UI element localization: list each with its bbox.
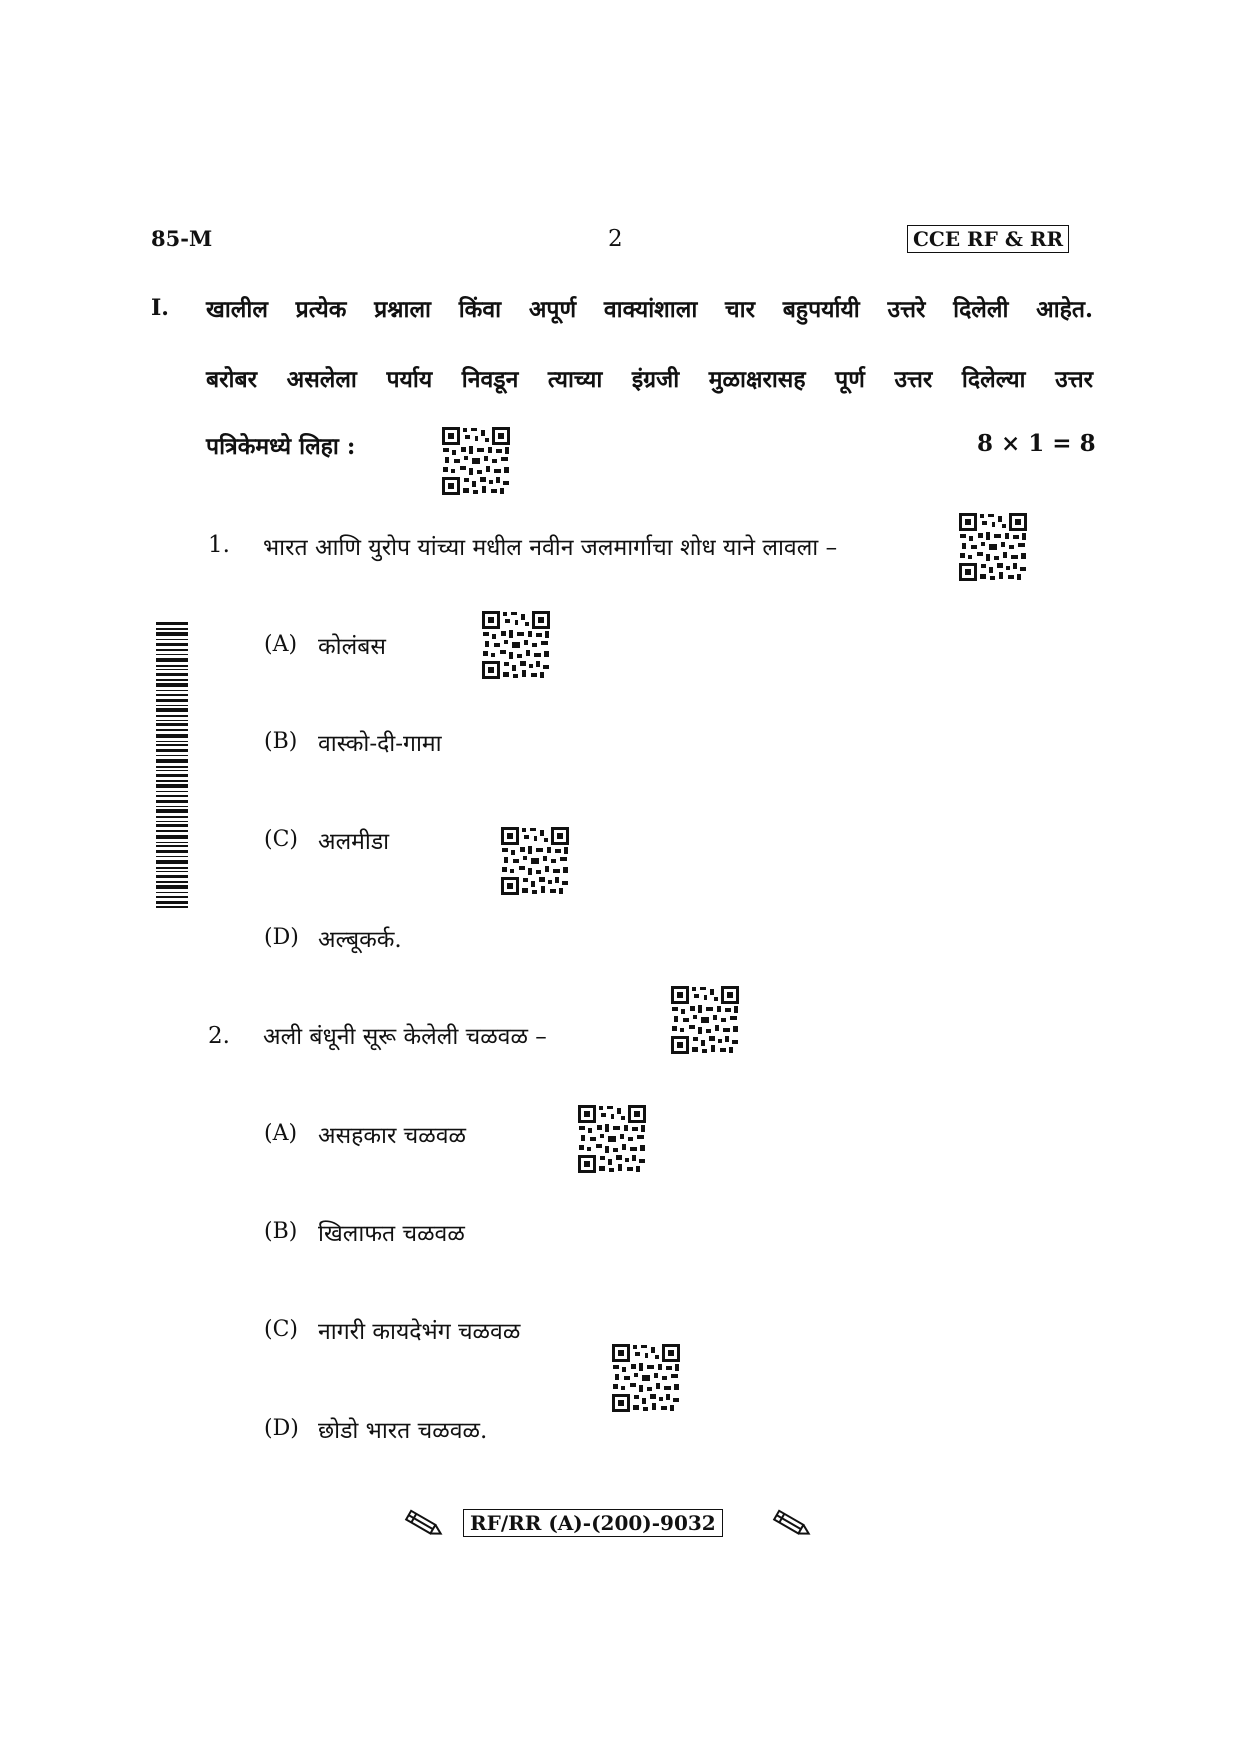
marks-scheme: 8 × 1 = 8 [977, 430, 1096, 457]
option-text: नागरी कायदेभंग चळवळ [318, 1319, 521, 1345]
option-label: (A) [264, 632, 298, 657]
footer-code-box: RF/RR (A)-(200)-9032 [463, 1509, 723, 1537]
qr-code-icon [500, 826, 570, 896]
barcode-icon [156, 622, 188, 908]
option-label: (B) [264, 1219, 298, 1244]
exam-code-box: CCE RF & RR [907, 225, 1069, 253]
pencil-icon [766, 1508, 814, 1540]
option-text: अलमीडा [318, 829, 390, 855]
question-number: 1. [208, 532, 230, 558]
qr-code-icon [670, 985, 740, 1055]
qr-code-icon [441, 426, 511, 496]
option-label: (C) [264, 1317, 298, 1342]
option-label: (B) [264, 729, 298, 754]
instruction-line-3: पत्रिकेमध्ये लिहा : [206, 433, 356, 460]
qr-code-icon [481, 610, 551, 680]
option-label: (D) [264, 925, 299, 950]
instruction-line-2: बरोबर असलेला पर्याय निवडून त्याच्या इंग्रजी मुळाक्षरासह पूर्ण उत्तर दिलेल्या उत्तर [206, 366, 1093, 393]
option-label: (C) [264, 827, 298, 852]
instruction-line-1: खालील प्रत्येक प्रश्नाला किंवा अपूर्ण वाक्यांशाला चार बहुपर्यायी उत्तरे दिलेली आहेत. [206, 296, 1093, 323]
qr-code-icon [577, 1104, 647, 1174]
option-text: वास्को-दी-गामा [318, 731, 442, 757]
paper-code: 85-M [151, 226, 213, 251]
option-label: (D) [264, 1416, 299, 1441]
option-text: असहकार चळवळ [318, 1123, 467, 1149]
qr-code-icon [958, 512, 1028, 582]
option-label: (A) [264, 1121, 298, 1146]
option-text: छोडो भारत चळवळ. [318, 1418, 488, 1444]
page-number: 2 [608, 226, 623, 252]
question-number: 2. [208, 1023, 230, 1049]
question-text: भारत आणि युरोप यांच्या मधील नवीन जलमार्गाचा शोध याने लावला – [263, 535, 838, 561]
option-text: अल्बूकर्क. [318, 927, 402, 953]
qr-code-icon [611, 1343, 681, 1413]
pencil-icon [398, 1508, 446, 1540]
option-text: खिलाफत चळवळ [318, 1221, 465, 1247]
section-number: I. [151, 295, 169, 321]
option-text: कोलंबस [318, 634, 386, 660]
question-text: अली बंधूनी सूरू केलेली चळवळ – [263, 1024, 547, 1050]
